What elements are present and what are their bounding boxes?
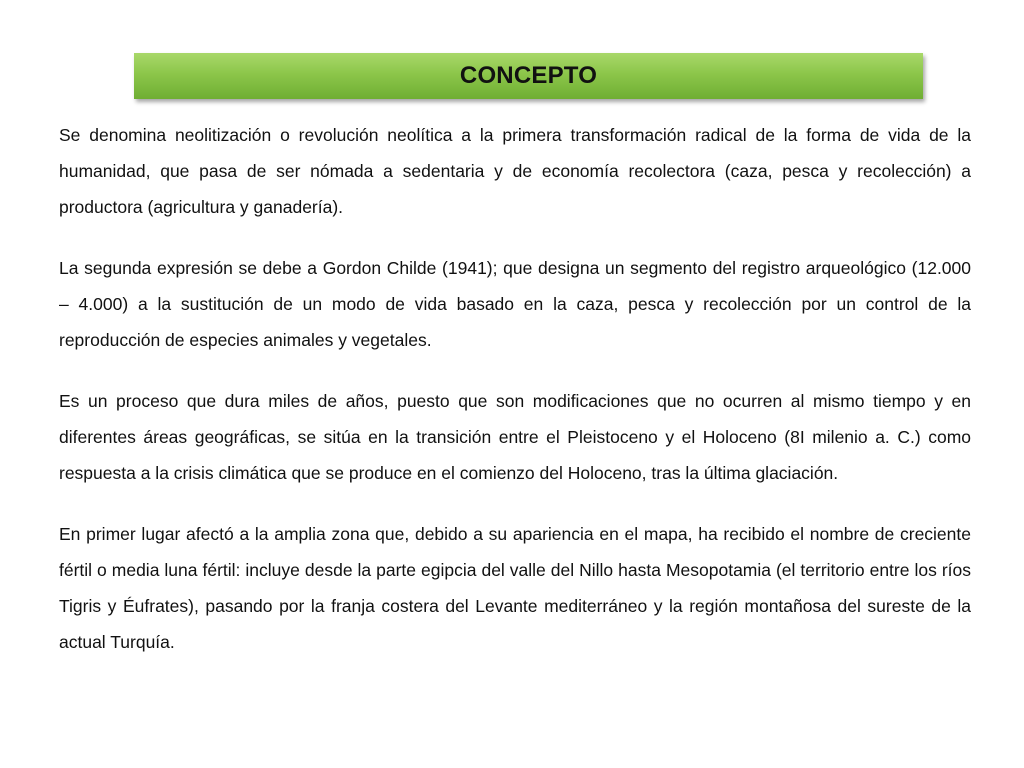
slide-body xyxy=(59,117,971,685)
slide-title: CONCEPTO xyxy=(459,62,598,89)
title-banner xyxy=(134,53,923,99)
paragraph-4: En primer lugar afectó a la amplia zona que, debido a su apariencia en el mapa, ha recibido el nombre de creciente fértil o media luna fértil: incluye desde la parte egipcia del valle del Nillo hasta Mesopotamia (el territorio entre los ríos Tigris y Éufrates), pasando por la franja costera del Levante mediterráneo y la región montañosa del sureste de la actual Turquía. xyxy=(59,524,971,652)
paragraph-3: Es un proceso que dura miles de años, puesto que son modificaciones que no ocurren al mismo tiempo y en diferentes áreas geográficas, se sitúa en la transición entre el Pleistoceno y el Holoceno (8I milenio a. C.) como respuesta a la crisis climática que se produce en el comienzo del Holoceno, tras la última glaciación. xyxy=(59,391,971,483)
paragraph-2: La segunda expresión se debe a Gordon Childe (1941); que designa un segmento del registro arqueológico (12.000 – 4.000) a la sustitución de un modo de vida basado en la caza, pesca y recolección por un control de la reproducción de especies animales y vegetales. xyxy=(59,258,971,350)
paragraph-1: Se denomina neolitización o revolución neolítica a la primera transformación radical de la forma de vida de la humanidad, que pasa de ser nómada a sedentaria y de economía recolectora (caza, pesca y recolección) a productora (agricultura y ganadería). xyxy=(59,125,971,217)
